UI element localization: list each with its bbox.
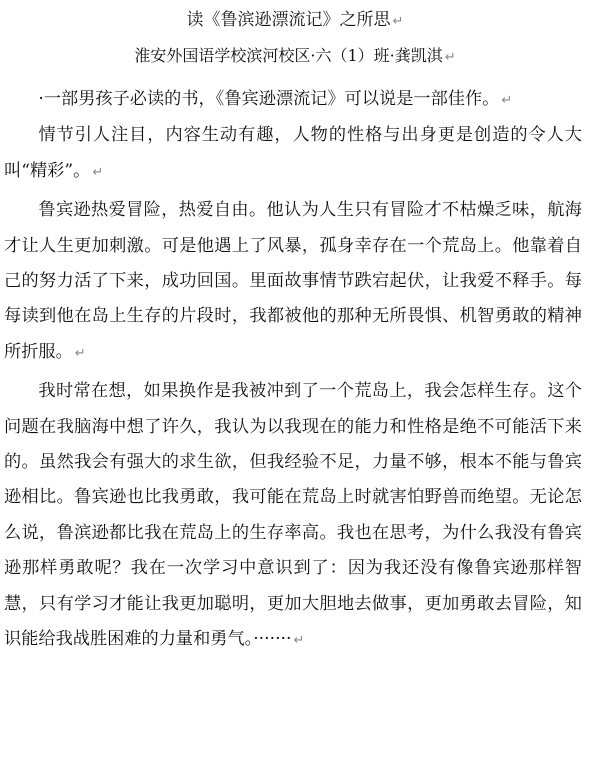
paragraph-text: 情节引人注目，内容生动有趣，人物的性格与出身更是创造的令人大叫“精彩”。 <box>4 125 582 181</box>
document-title <box>0 8 590 34</box>
paragraph <box>4 193 582 371</box>
paragraph-mark-icon: ↵ <box>501 93 513 108</box>
document-body <box>4 82 582 659</box>
paragraph-mark-icon: ↵ <box>444 50 456 65</box>
paragraph-mark-icon: ↵ <box>392 14 404 29</box>
paragraph-text: ·一部男孩子必读的书，《鲁宾逊漂流记》可以说是一部佳作。 <box>38 89 500 109</box>
author-byline <box>0 44 590 70</box>
paragraph-mark-icon: ↵ <box>74 345 86 361</box>
paragraph-text: 鲁宾逊热爱冒险，热爱自由。他认为人生只有冒险才不枯燥乏味，航海才让人生更加刺激。可是他遇上了风暴，孤身幸存在一个荒岛上。他靠着自己的努力活了下来，成功回国。里面故事情节跌宕起伏，让我爱不释手。每每读到他在岛上生存的片段时，我都被他的那种无所畏惧、机智勇敢的精神所折服。 <box>4 200 582 362</box>
paragraph <box>4 82 582 118</box>
paragraph-mark-icon: ↵ <box>293 633 305 649</box>
paragraph-mark-icon: ↵ <box>92 164 104 180</box>
paragraph <box>4 374 582 658</box>
paragraph-text: 我时常在想，如果换作是我被冲到了一个荒岛上，我会怎样生存。这个问题在我脑海中想了许久，我认为以我现在的能力和性格是绝不可能活下来的。虽然我会有强大的求生欲，但我经验不足，力量不够，根本不能与鲁宾逊相比。鲁宾逊也比我勇敢，我可能在荒岛上时就害怕野兽而绝望。无论怎么说，鲁滨逊都比我在荒岛上的生存率高。我也在思考，为什么我没有鲁宾逊那样勇敢呢？我在一次学习中意识到了：因为我还没有像鲁宾逊那样智慧，只有学习才能让我更加聪明，更加大胆地去做事，更加勇敢去冒险，知识能给我战胜困难的力量和勇气。······· <box>4 381 582 650</box>
title-text: 读《鲁滨逊漂流记》之所思 <box>186 10 391 30</box>
byline-text: 淮安外国语学校滨河校区·六（1）班·龚凯淇 <box>134 46 443 65</box>
paragraph <box>4 118 582 190</box>
